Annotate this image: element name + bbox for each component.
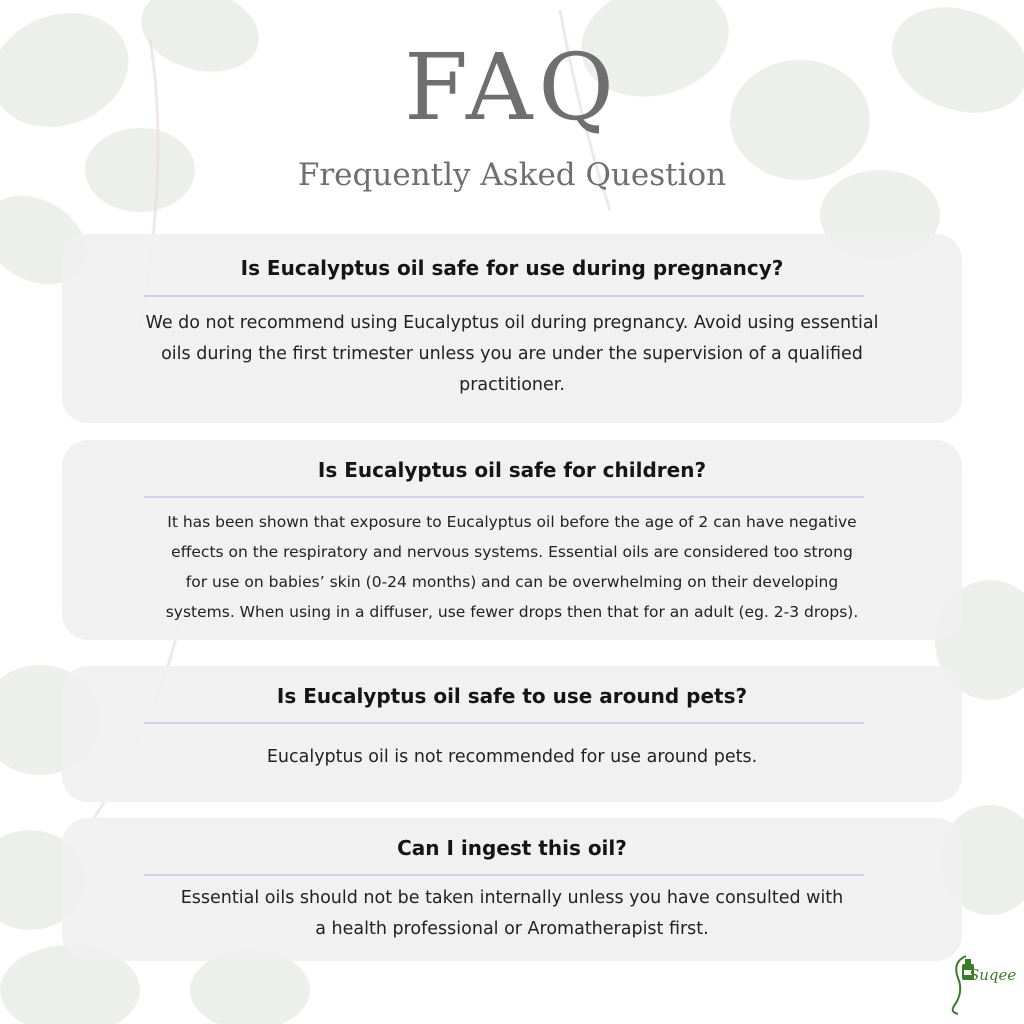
- faq-answer: [82, 883, 942, 945]
- faq-card-pets: [62, 666, 962, 802]
- faq-question: Is Eucalyptus oil safe for use during pregnancy?: [240, 256, 784, 280]
- faq-card-ingest: [62, 818, 962, 961]
- faq-divider: [144, 295, 864, 297]
- faq-divider: [144, 496, 864, 498]
- answer-line: effects on the respiratory and nervous systems. Essential oils are considered too strong: [171, 543, 853, 561]
- faq-divider: [144, 722, 864, 724]
- answer-line: for use on babies’ skin (0-24 months) and can be overwhelming on their developing: [185, 573, 839, 591]
- faq-card-pregnancy: [62, 234, 962, 423]
- answer-line: We do not recommend using Eucalyptus oil during pregnancy. Avoid using essential: [145, 313, 879, 333]
- answer-line: oils during the first trimester unless you are under the supervision of a qualified: [161, 344, 863, 364]
- logo-wordmark: Suqee: [969, 966, 1017, 984]
- faq-answer: [82, 742, 942, 773]
- brand-logo: [944, 948, 1020, 1018]
- answer-line: Essential oils should not be taken internally unless you have consulted with: [180, 888, 844, 908]
- faq-divider: [144, 874, 864, 876]
- answer-line: systems. When using in a diffuser, use fewer drops then that for an adult (eg. 2-3 drops).: [165, 603, 859, 621]
- faq-answer: [82, 308, 942, 401]
- page-subtitle: Frequently Asked Question: [297, 157, 727, 193]
- answer-line: It has been shown that exposure to Eucalyptus oil before the age of 2 can have negative: [167, 513, 857, 531]
- faq-answer: [74, 507, 950, 627]
- answer-line: Eucalyptus oil is not recommended for use around pets.: [266, 747, 758, 767]
- answer-line: practitioner.: [459, 375, 565, 395]
- faq-question: Is Eucalyptus oil safe for children?: [317, 458, 707, 482]
- faq-question: Is Eucalyptus oil safe to use around pets?: [276, 684, 748, 708]
- page-title: FAQ: [404, 34, 620, 141]
- faq-card-children: [62, 440, 962, 640]
- answer-line: a health professional or Aromatherapist first.: [315, 919, 709, 939]
- faq-question: Can I ingest this oil?: [397, 836, 627, 860]
